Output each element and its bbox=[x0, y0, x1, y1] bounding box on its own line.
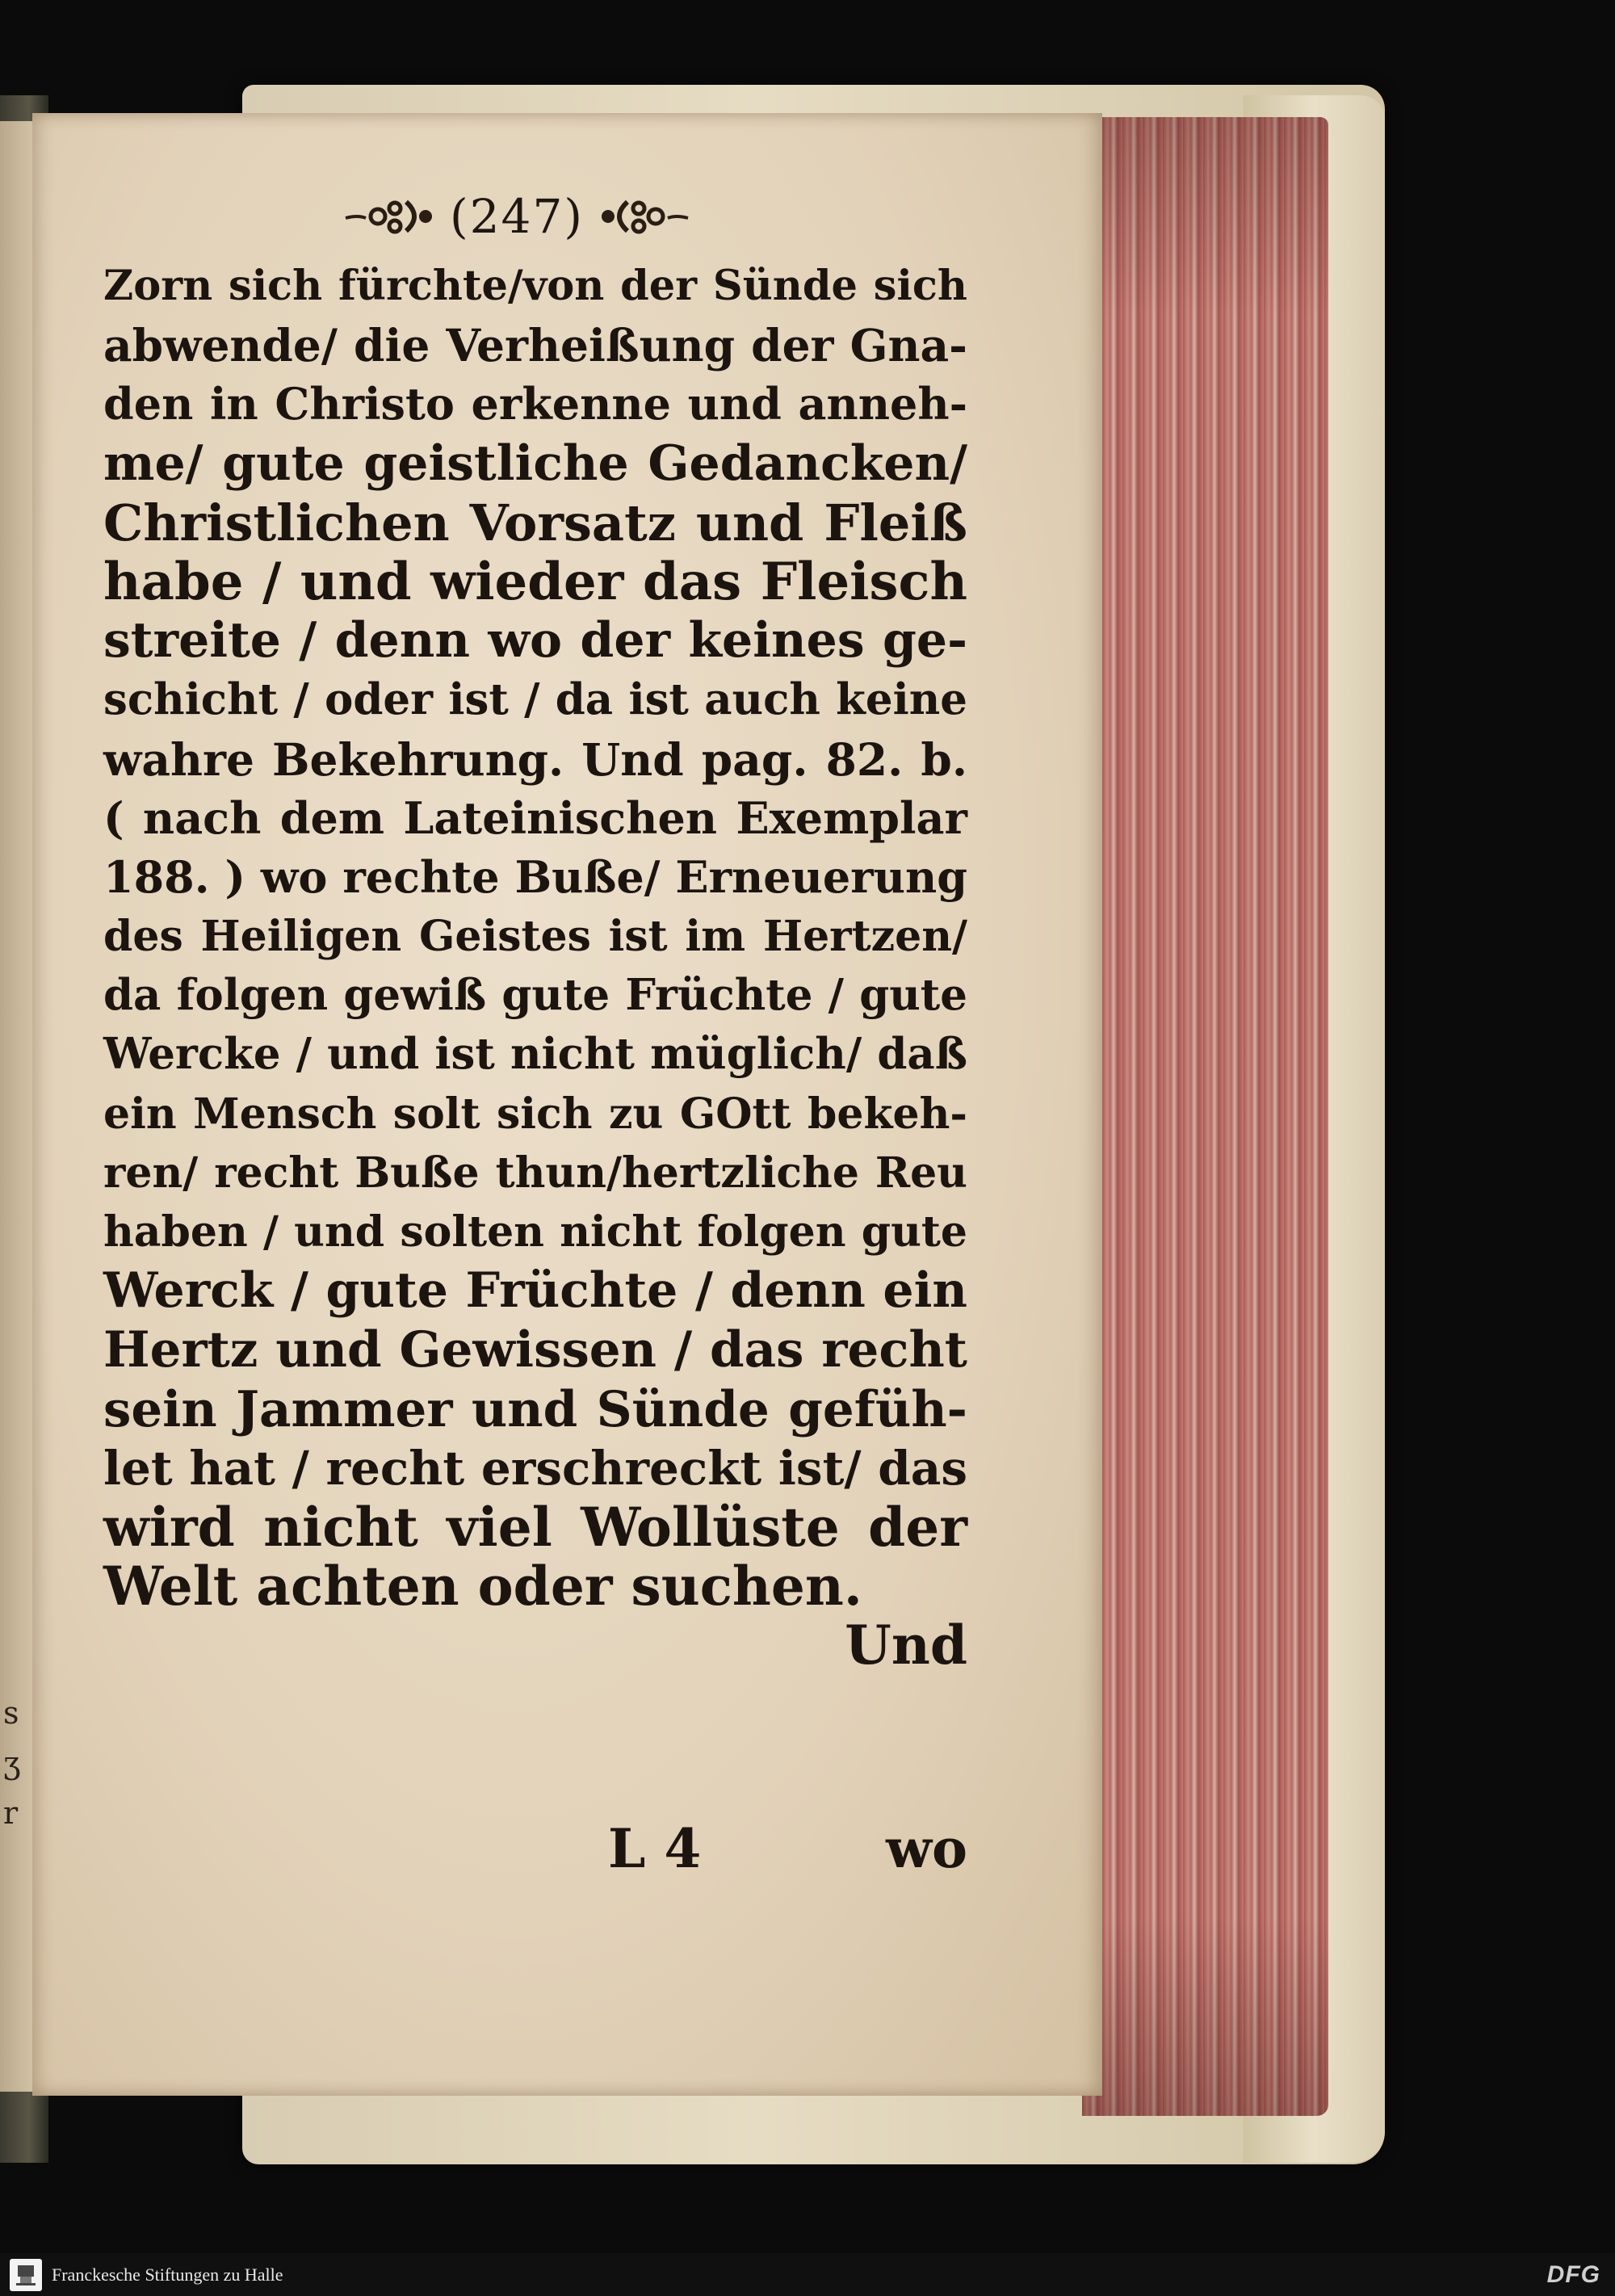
last-line-text: Welt achten oder suchen. bbox=[103, 1555, 862, 1618]
page-edges-shading bbox=[1082, 117, 1328, 2116]
left-ornament-icon bbox=[342, 192, 438, 241]
text-line: den in Christo erkenne und anneh- bbox=[103, 378, 967, 430]
text-line: da folgen gewiß gute Früchte / gute bbox=[103, 970, 967, 1021]
text-line: Werck / gute Früchte / denn ein bbox=[103, 1262, 967, 1320]
crest-icon bbox=[10, 2259, 42, 2291]
page-footer bbox=[103, 1817, 967, 1882]
page-number: (247) bbox=[450, 189, 584, 244]
facing-mark: s bbox=[3, 1695, 19, 1731]
text-line: let hat / recht erschreckt ist/ das bbox=[103, 1440, 967, 1496]
text-line: 188. ) wo rechte Buße/ Erneuerung bbox=[103, 850, 967, 903]
text-line-last bbox=[103, 1555, 967, 1677]
dfg-logo: DFG bbox=[1546, 2261, 1600, 2288]
facing-mark: ʒ bbox=[3, 1745, 21, 1781]
text-line: abwende/ die Verheißung der Gna- bbox=[103, 319, 967, 372]
text-line: Wercke / und ist nicht müglich/ daß bbox=[103, 1029, 967, 1080]
signature-mark: L 4 bbox=[608, 1817, 702, 1880]
right-ornament-icon bbox=[595, 192, 692, 241]
facing-mark: r bbox=[3, 1795, 19, 1831]
text-line: streite / denn wo der keines ge- bbox=[103, 612, 967, 669]
text-line: des Heiligen Geistes ist im Hertzen/ bbox=[103, 912, 967, 962]
catchword: wo bbox=[886, 1817, 967, 1880]
credit-bar bbox=[0, 2253, 1615, 2296]
facing-page-marks bbox=[3, 1688, 20, 1838]
institution-name: Franckesche Stiftungen zu Halle bbox=[52, 2264, 283, 2285]
text-line: Hertz und Gewissen / das recht bbox=[103, 1321, 967, 1379]
text-line: sein Jammer und Sünde gefüh- bbox=[103, 1380, 967, 1438]
text-line: schicht / oder ist / da ist auch keine bbox=[103, 674, 967, 725]
page-body-text bbox=[103, 257, 967, 1676]
text-line: haben / und solten nicht folgen gute bbox=[103, 1207, 967, 1257]
text-line: ein Mensch solt sich zu GOtt bekeh- bbox=[103, 1089, 967, 1139]
text-line: Christlichen Vorsatz und Fleiß bbox=[103, 493, 967, 552]
text-line: ( nach dem Lateinischen Exemplar bbox=[103, 791, 967, 844]
text-line: wird nicht viel Wollüste der bbox=[103, 1495, 967, 1559]
text-line: habe / und wieder das Fleisch bbox=[103, 551, 967, 612]
text-line: wahre Bekehrung. Und pag. 82. b. bbox=[103, 732, 967, 786]
text-line: ren/ recht Buße thun/hertzliche Reu bbox=[103, 1148, 967, 1198]
text-line: me/ gute geistliche Gedancken/ bbox=[103, 434, 967, 492]
last-line-catch: Und bbox=[845, 1614, 967, 1677]
page-header bbox=[331, 184, 703, 249]
text-line: Zorn sich fürchte/von der Sünde sich bbox=[103, 262, 967, 310]
